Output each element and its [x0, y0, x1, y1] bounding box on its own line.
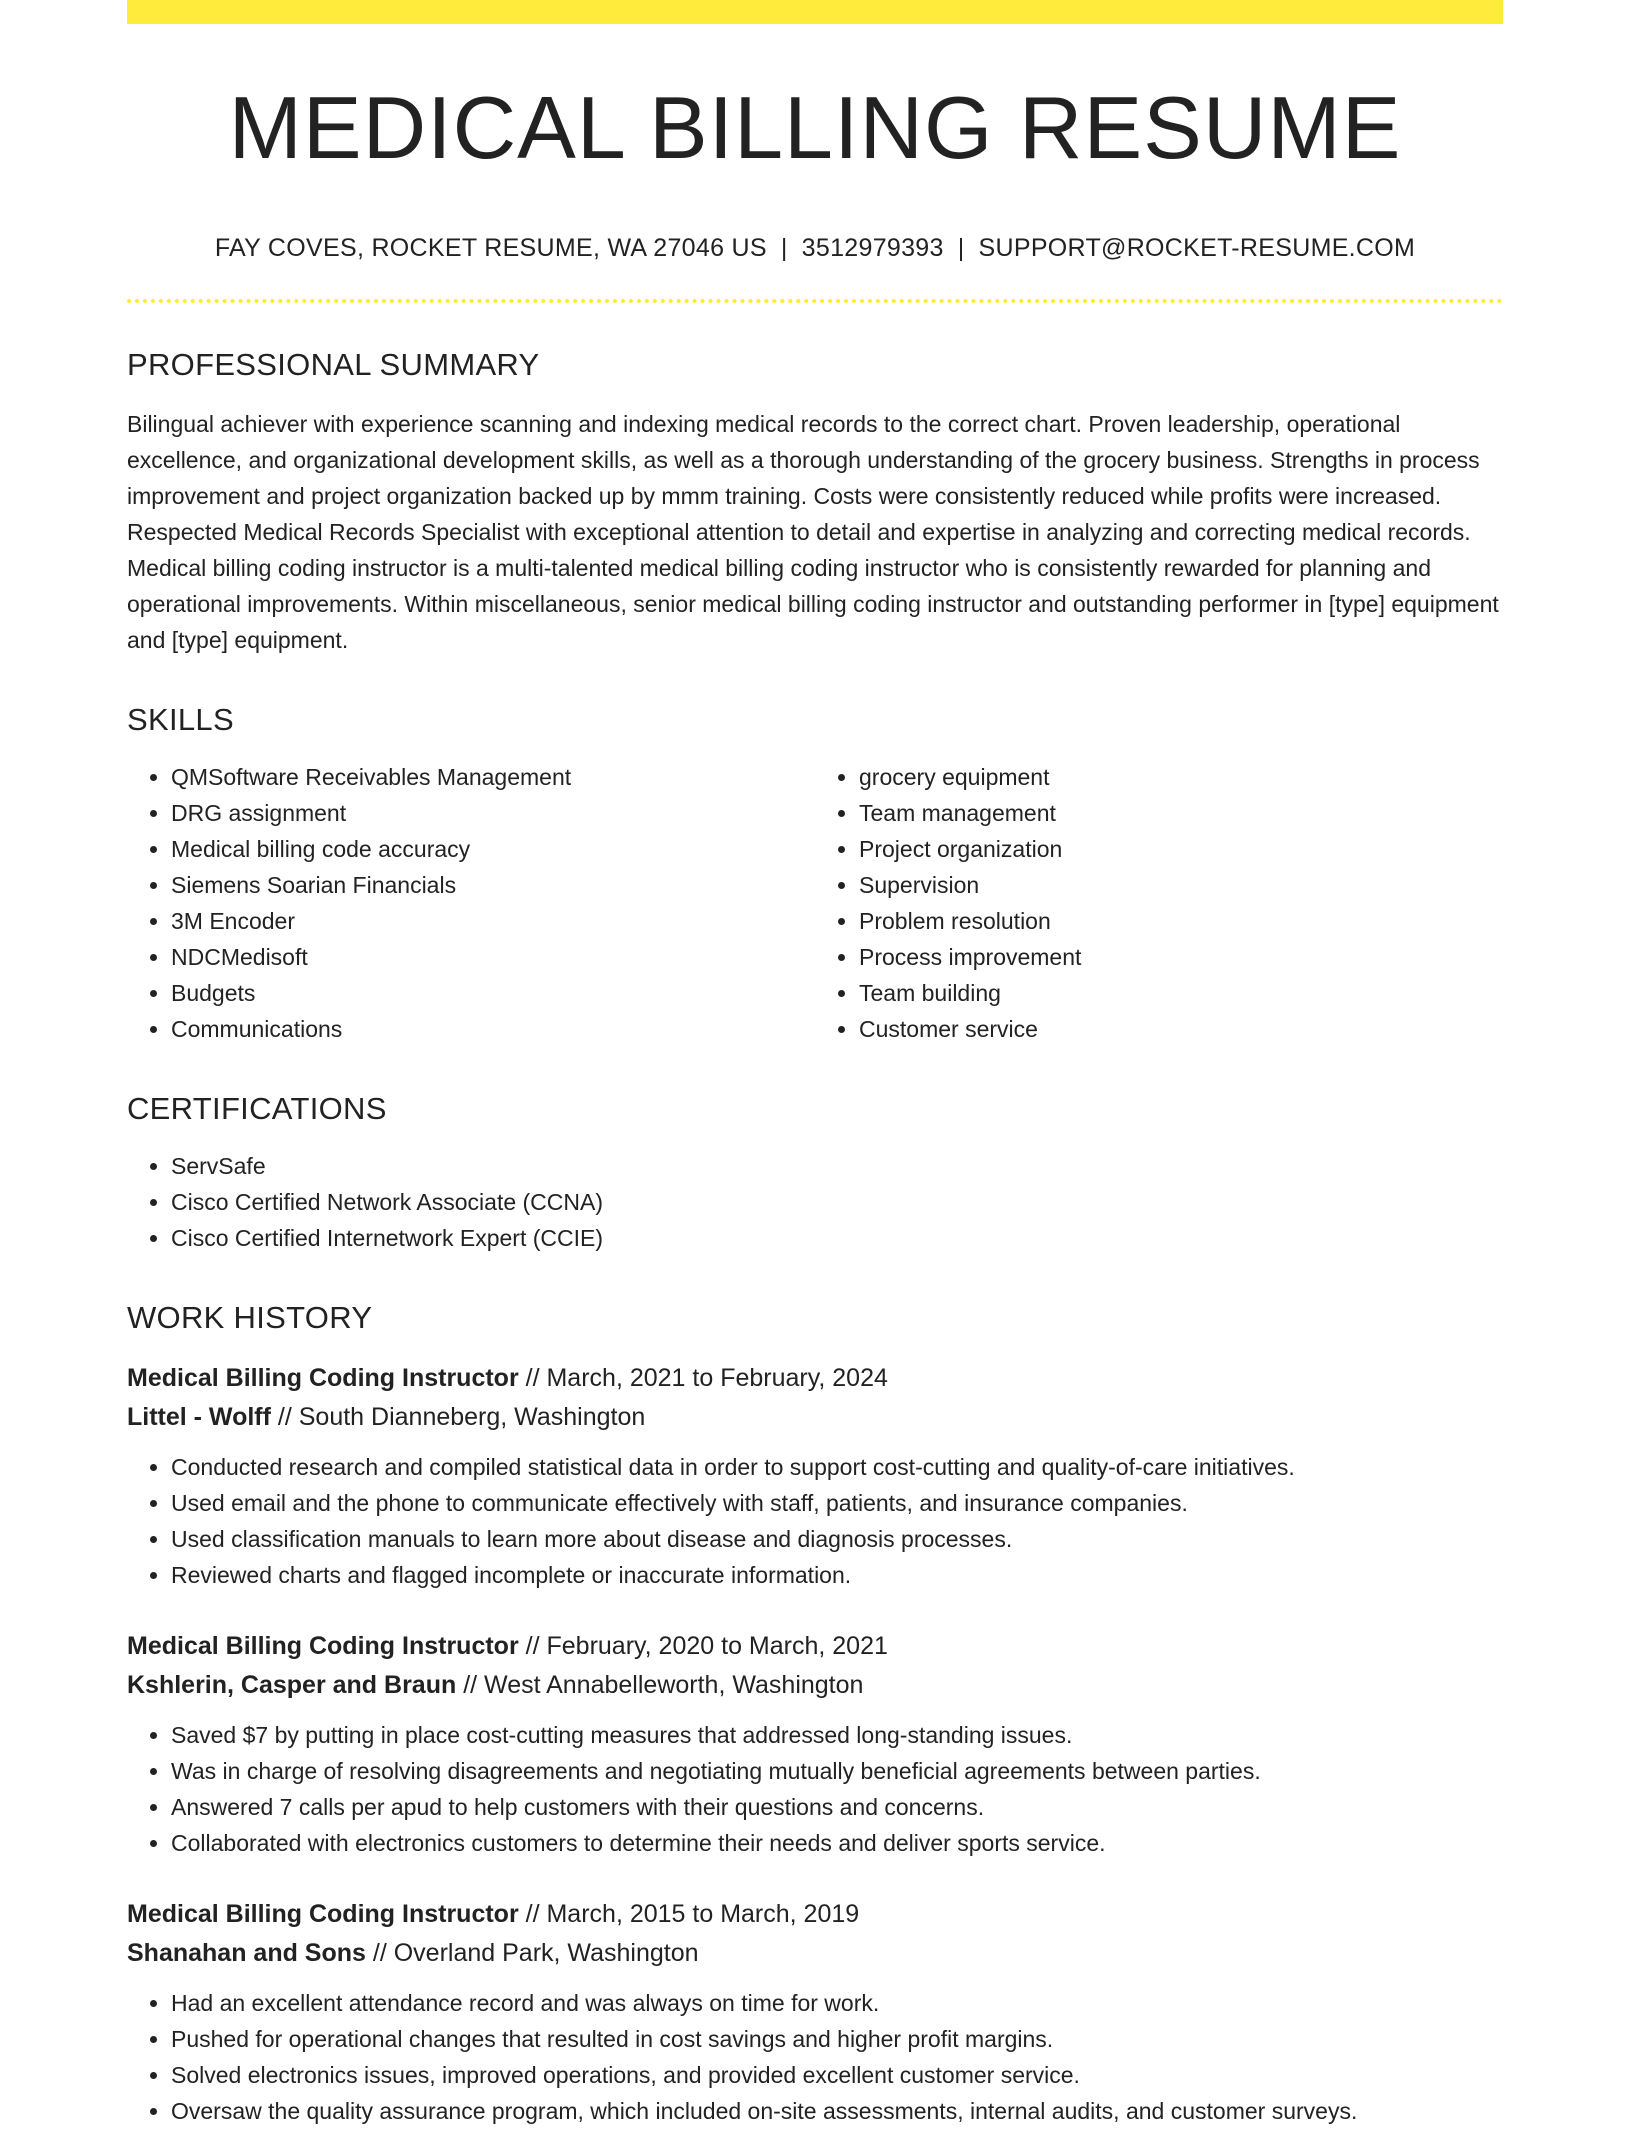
job-location: South Dianneberg, Washington — [298, 1403, 646, 1431]
work-history-heading: WORK HISTORY — [127, 1300, 373, 1335]
summary-text: Bilingual achiever with experience scanning and indexing medical records to the correct chart. Proven leadership, operational excellence, and organizational development skills, as well as a thorough understanding of the grocery business. Strengths in process improvement and project organization backed up by mmm training. Costs were consistently reduced while profits were increased. Respected Medical Records Specialist with exceptional attention to detail and expertise in analyzing and correcting medical records. Medical billing coding instructor is a multi-talented medical billing coding instructor who is consistently rewarded for planning and operational improvements. Within miscellaneous, senior medical billing coding instructor and outstanding performer in [type] equipment and [type] equipment. — [127, 411, 1499, 653]
skill-item: • Budgets — [171, 975, 815, 1011]
skill-item: • QMSoftware Receivables Management — [171, 759, 815, 795]
job-bullet: • Oversaw the quality assurance program, which included on-site assessments, internal audits, and customer surveys. — [171, 2093, 1503, 2129]
job-bullet: • Had an excellent attendance record and was always on time for work. — [171, 1985, 1503, 2021]
job-divider: // — [518, 1632, 547, 1660]
job-company-line — [127, 1934, 1503, 1973]
summary-section — [127, 349, 1503, 658]
contact-phone[interactable]: 3512979393 — [801, 234, 944, 262]
job-title: Medical Billing Coding Instructor — [127, 1900, 519, 1928]
job-divider: // — [518, 1364, 547, 1392]
job-dates: March, 2015 to March, 2019 — [546, 1900, 860, 1928]
contact-line — [127, 236, 1503, 261]
job-bullet: • Collaborated with electronics customers to determine their needs and deliver sports service. — [171, 1825, 1503, 1861]
job-title: Medical Billing Coding Instructor — [127, 1632, 519, 1660]
job-dates: March, 2021 to February, 2024 — [546, 1364, 888, 1392]
job-bullet: • Solved electronics issues, improved operations, and provided excellent customer service. — [171, 2057, 1503, 2093]
skill-item: • Team building — [859, 975, 1503, 1011]
contact-separator: | — [957, 234, 965, 262]
job-title-line — [127, 1359, 1503, 1398]
certification-item: • Cisco Certified Internetwork Expert (CCIE) — [171, 1220, 1503, 1256]
job-title-line — [127, 1627, 1503, 1666]
skill-item: • Communications — [171, 1011, 815, 1047]
skill-item: • 3M Encoder — [171, 903, 815, 939]
skill-item: • NDCMedisoft — [171, 939, 815, 975]
summary-heading: PROFESSIONAL SUMMARY — [127, 347, 540, 382]
job-company-line — [127, 1666, 1503, 1705]
contact-separator: | — [780, 234, 788, 262]
job-divider: // — [456, 1671, 485, 1699]
job-bullet: • Conducted research and compiled statistical data in order to support cost-cutting and quality-of-care initiatives. — [171, 1449, 1503, 1485]
job-company: Littel - Wolff — [127, 1403, 271, 1431]
job-bullet: • Was in charge of resolving disagreements and negotiating mutually beneficial agreements between parties. — [171, 1753, 1503, 1789]
skills-heading: SKILLS — [127, 702, 234, 737]
skill-item: • DRG assignment — [171, 795, 815, 831]
job-bullet: • Used email and the phone to communicate effectively with staff, patients, and insurance companies. — [171, 1485, 1503, 1521]
resume-page — [127, 0, 1503, 2129]
job-bullet: • Pushed for operational changes that resulted in cost savings and higher profit margins. — [171, 2021, 1503, 2057]
skill-item: • Customer service — [859, 1011, 1503, 1047]
job-divider: // — [518, 1900, 547, 1928]
contact-email[interactable]: SUPPORT@ROCKET-RESUME.COM — [978, 234, 1416, 262]
job-entry — [127, 1359, 1503, 1593]
job-divider: // — [270, 1403, 299, 1431]
certifications-heading: CERTIFICATIONS — [127, 1091, 387, 1126]
job-bullet: • Answered 7 calls per apud to help customers with their questions and concerns. — [171, 1789, 1503, 1825]
job-bullet: • Saved $7 by putting in place cost-cutting measures that addressed long-standing issues. — [171, 1717, 1503, 1753]
resume-title: MEDICAL BILLING RESUME — [228, 78, 1402, 177]
job-divider: // — [365, 1939, 394, 1967]
job-bullets — [127, 1449, 1503, 1593]
job-location: West Annabelleworth, Washington — [484, 1671, 864, 1699]
job-bullets — [127, 1717, 1503, 1861]
skills-columns — [127, 759, 1503, 1047]
skill-item: • Siemens Soarian Financials — [171, 867, 815, 903]
job-company: Shanahan and Sons — [127, 1939, 366, 1967]
job-entry — [127, 1895, 1503, 2129]
certifications-list — [127, 1148, 1503, 1256]
skill-item: • Supervision — [859, 867, 1503, 903]
job-company: Kshlerin, Casper and Braun — [127, 1671, 457, 1699]
skills-list-right — [815, 759, 1503, 1047]
certification-item: • Cisco Certified Network Associate (CCNA) — [171, 1184, 1503, 1220]
job-entry — [127, 1627, 1503, 1861]
job-dates: February, 2020 to March, 2021 — [546, 1632, 888, 1660]
skill-item: • Process improvement — [859, 939, 1503, 975]
skills-section — [127, 704, 1503, 1047]
top-accent-bar — [127, 0, 1503, 24]
work-history-section — [127, 1302, 1503, 2129]
contact-address: FAY COVES, ROCKET RESUME, WA 27046 US — [214, 234, 767, 262]
skill-item: • grocery equipment — [859, 759, 1503, 795]
job-title-line — [127, 1895, 1503, 1934]
skill-item: • Team management — [859, 795, 1503, 831]
dotted-divider — [127, 299, 1503, 303]
job-bullet: • Used classification manuals to learn more about disease and diagnosis processes. — [171, 1521, 1503, 1557]
skills-list-left — [127, 759, 815, 1047]
skill-item: • Problem resolution — [859, 903, 1503, 939]
job-title: Medical Billing Coding Instructor — [127, 1364, 519, 1392]
job-bullets — [127, 1985, 1503, 2129]
job-company-line — [127, 1398, 1503, 1437]
skill-item: • Medical billing code accuracy — [171, 831, 815, 867]
certifications-section — [127, 1093, 1503, 1256]
certification-item: • ServSafe — [171, 1148, 1503, 1184]
skill-item: • Project organization — [859, 831, 1503, 867]
job-bullet: • Reviewed charts and flagged incomplete or inaccurate information. — [171, 1557, 1503, 1593]
job-location: Overland Park, Washington — [393, 1939, 699, 1967]
